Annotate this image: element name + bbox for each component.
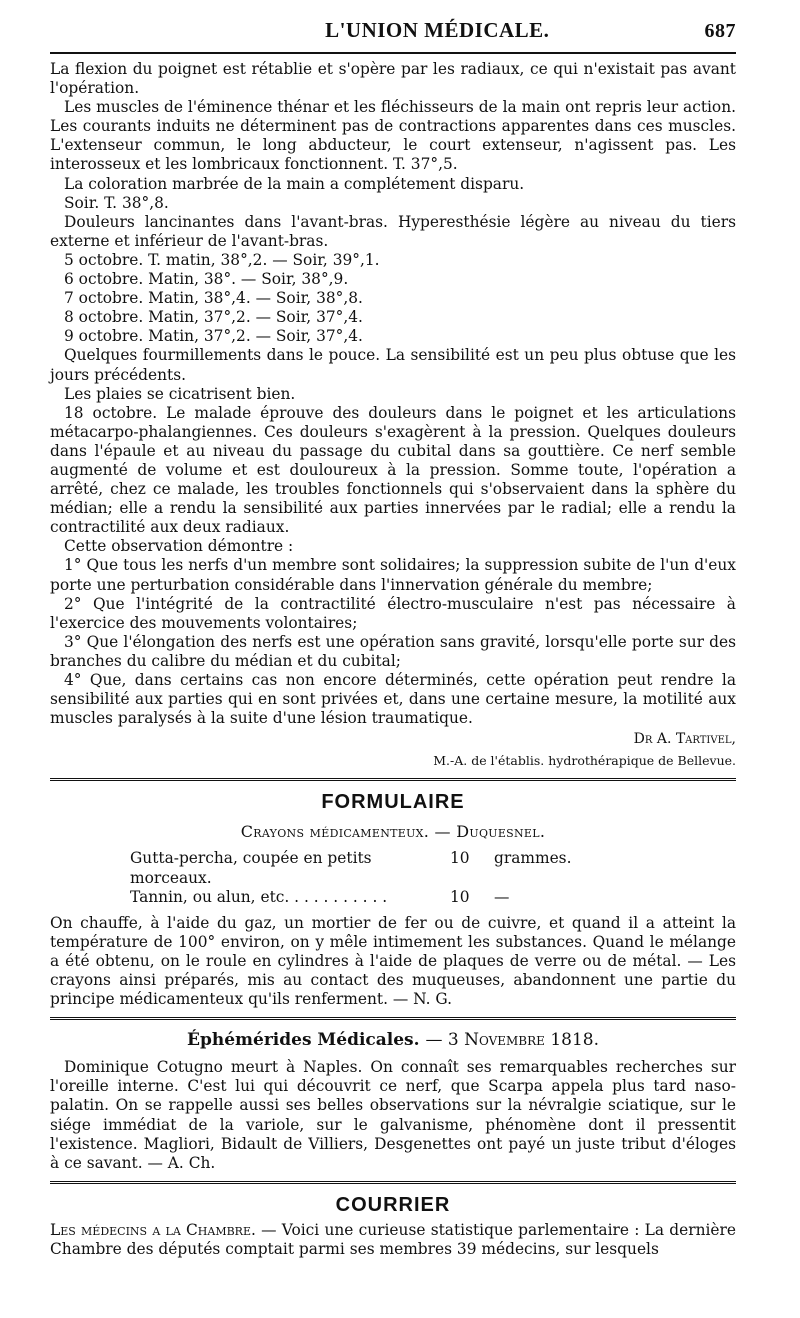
paragraph: Les plaies se cicatrisent bien. <box>64 384 296 403</box>
prescription-table <box>130 849 736 908</box>
ephemerides-date: — 3 Novembre 1818. <box>425 1030 599 1051</box>
conclusion-item: 2° Que l'intégrité de la contractilité électro-musculaire n'est pas nécessaire à l'exercice des mouvements volontaires; <box>50 594 736 632</box>
article-body <box>50 60 736 728</box>
section-divider <box>50 778 736 783</box>
temperature-line: 7 octobre. Matin, 38°,4. — Soir, 38°,8. <box>64 289 363 308</box>
running-title: L'UNION MÉDICALE. <box>325 18 550 42</box>
ephemerides-heading <box>50 1030 736 1050</box>
section-divider <box>50 1181 736 1186</box>
temperature-line: 5 octobre. T. matin, 38°,2. — Soir, 39°,1. <box>64 250 380 269</box>
ingredient-qty: 10 <box>450 888 470 907</box>
conclusion-item: 3° Que l'élongation des nerfs est une opération sans gravité, lorsqu'elle porte sur des branches du calibre du médian et du cubital; <box>50 632 736 670</box>
section-divider <box>50 1017 736 1022</box>
page-number: 687 <box>704 20 736 42</box>
prescription-row <box>130 849 736 888</box>
temperature-line: 8 octobre. Matin, 37°,2. — Soir, 37°,4. <box>64 308 363 327</box>
temperature-line: 9 octobre. Matin, 37°,2. — Soir, 37°,4. <box>64 327 363 346</box>
author-affiliation: M.-A. de l'établis. hydrothérapique de Bellevue. <box>433 753 736 769</box>
courrier-heading: COURRIER <box>335 1193 451 1216</box>
conclusion-item: 1° Que tous les nerfs d'un membre sont solidaires; la suppression subite de l'un d'eux porte une perturbation considérable dans l'innervation générale du membre; <box>50 556 736 594</box>
prescription-row <box>130 888 736 908</box>
paragraph: La coloration marbrée de la main a complétement disparu. <box>64 174 525 193</box>
courrier-text <box>50 1221 736 1259</box>
formulaire-text: On chauffe, à l'aide du gaz, un mortier de fer ou de cuivre, et quand il a atteint la température de 100° environ, on y mêle intimement les substances. Quand le mélange a été obtenu, on le roule en cylindres à l'aide de plaques de verre ou de métal. — Les crayons ainsi préparés, mis au contact des muqueuses, abandonnent une partie du principe médicamenteux qu'ils renferment. — N. G. <box>50 913 736 1009</box>
courrier-lead: Les médecins a la Chambre. <box>50 1220 256 1239</box>
header-rule <box>50 52 736 54</box>
courrier-body: — Voici une curieuse statistique parlementaire : La dernière Chambre des députés comptait parmi ses membres 39 médecins, sur lesquels <box>50 1220 737 1258</box>
ingredient-unit: — <box>494 888 510 907</box>
paragraph: Quelques fourmillements dans le pouce. La sensibilité est un peu plus obtuse que les jours précédents. <box>50 346 736 384</box>
ingredient-name: Gutta-percha, coupée en petits morceaux. <box>130 849 372 887</box>
ingredient-name: Tannin, ou alun, etc. . . . . . . . . . . <box>130 888 388 907</box>
temperature-line: 6 octobre. Matin, 38°. — Soir, 38°,9. <box>64 270 349 289</box>
ephemerides-title: Éphémérides Médicales. <box>187 1030 420 1051</box>
paragraph: Soir. T. 38°,8. <box>64 193 169 212</box>
ingredient-unit: grammes. <box>494 849 572 868</box>
paragraph: Douleurs lancinantes dans l'avant-bras. Hyperesthésie légère au niveau du tiers externe et inférieur de l'avant-bras. <box>50 212 736 250</box>
paragraph: Cette observation démontre : <box>64 537 294 556</box>
paragraph: 18 octobre. Le malade éprouve des douleurs dans le poignet et les articulations métacarpo-phalangiennes. Ces douleurs s'exagèrent à la pression. Quelques douleurs dans l'épaule et au niveau du passage du cubital dans sa gouttière. Ce nerf semble augmenté de volume et est douloureux à la pression. Somme toute, l'opération a arrêté, chez ce malade, les troubles fonctionnels qui s'observaient dans la sphère du médian; elle a rendu la sensibilité aux parties innervées par le radial; elle a rendu la contractilité aux deux radiaux. <box>50 403 736 537</box>
paragraph: La flexion du poignet est rétablie et s'opère par les radiaux, ce qui n'existait pas avant l'opération. <box>50 60 736 98</box>
author-signature: Dr A. Tartivel, <box>633 731 736 748</box>
ephemerides-text: Dominique Cotugno meurt à Naples. On connaît ses remarquables recherches sur l'oreille interne. C'est lui qui découvrit ce nerf, que Scarpa appela plus tard naso-palatin. On se rappelle aussi ses belles observations sur la névralgie sciatique, sur le siége immédiat de la variole, sur le galvanisme, phénomène dont il pressentit l'existence. Magliori, Bidault de Villiers, Desgenettes ont payé un juste tribut d'éloges à ce savant. — A. Ch. <box>50 1058 736 1172</box>
paragraph: Les muscles de l'éminence thénar et les fléchisseurs de la main ont repris leur action. Les courants induits ne déterminent pas de contractions apparentes dans ces muscles. L'extenseur commun, le long abducteur, le court extenseur, n'agissent pas. Les interosseux et les lombricaux fonctionnent. T. 37°,5. <box>50 98 736 174</box>
formulaire-heading: FORMULAIRE <box>321 791 465 814</box>
ingredient-qty: 10 <box>450 849 470 868</box>
conclusion-item: 4° Que, dans certains cas non encore déterminés, cette opération peut rendre la sensibilité aux parties qui en sont privées et, dans une certaine mesure, la motilité aux muscles paralysés à la suite d'une lésion traumatique. <box>50 671 736 728</box>
running-header <box>50 18 736 48</box>
formulaire-subheading: Crayons médicamenteux. — Duquesnel. <box>240 822 546 842</box>
